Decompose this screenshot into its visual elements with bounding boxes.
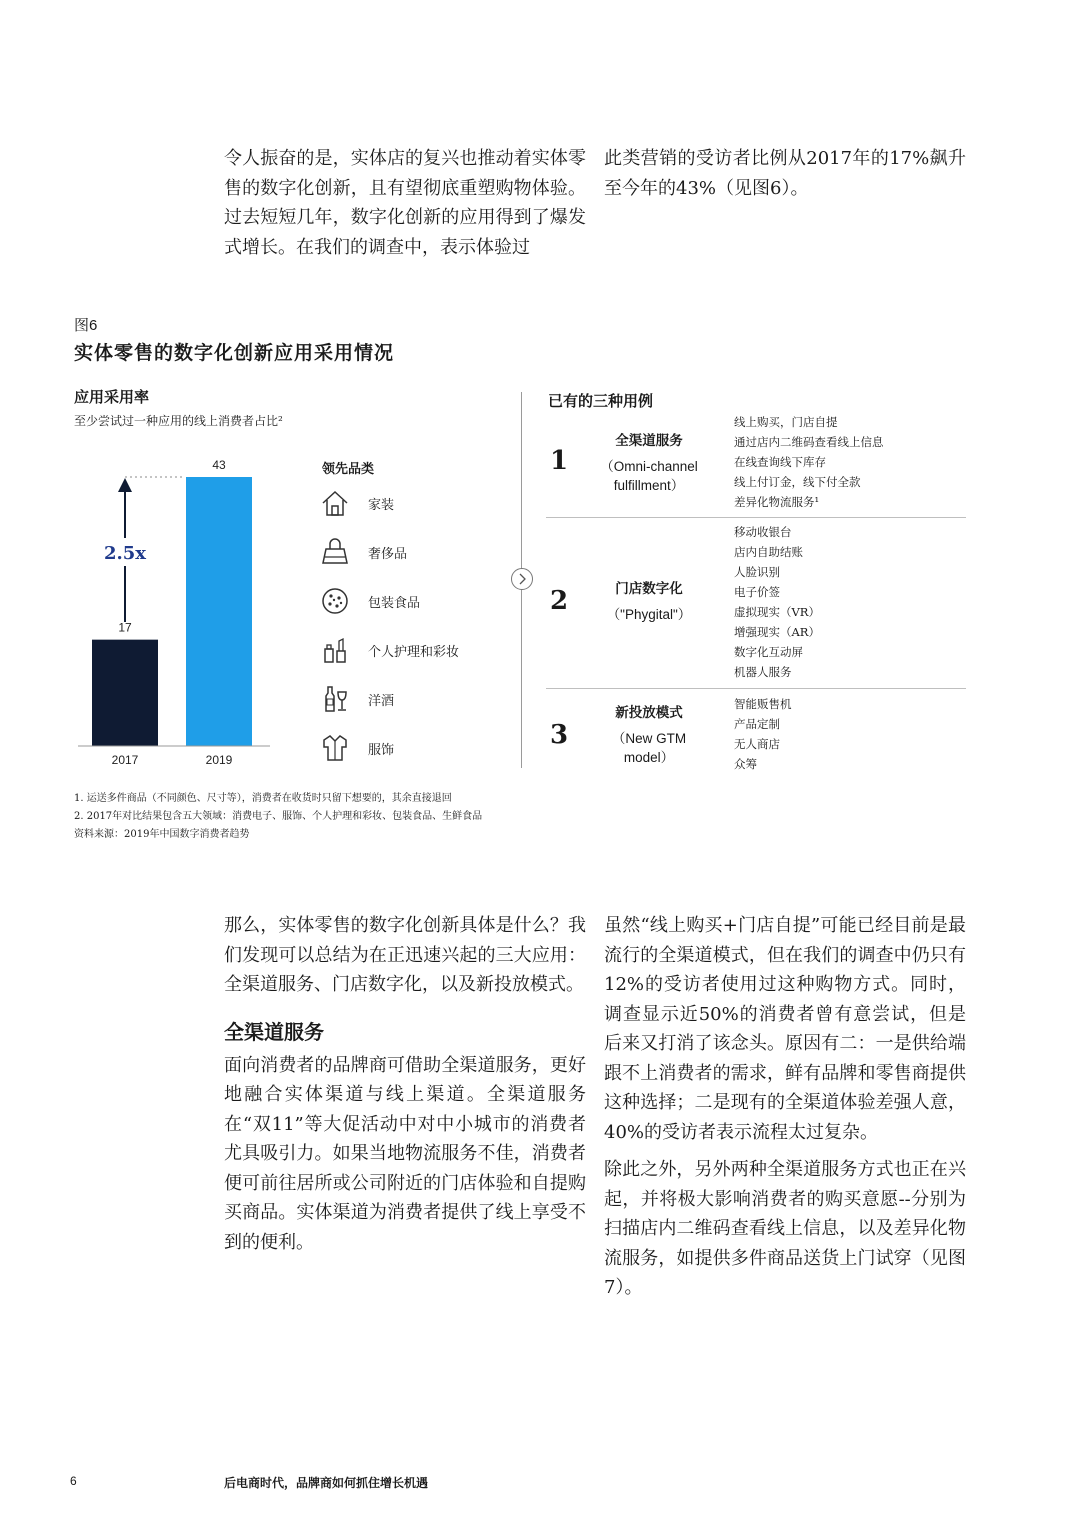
figure-title: 实体零售的数字化创新应用采用情况 [74, 342, 395, 364]
use-case-item: 无人商店 [734, 737, 780, 751]
use-case-name [594, 432, 704, 495]
use-case-item: 通过店内二维码查看线上信息 [734, 435, 884, 449]
body-right-column [604, 911, 966, 1303]
use-case-number: 2 [550, 586, 569, 616]
use-case-2 [546, 518, 966, 688]
category-label: 服饰 [368, 742, 395, 758]
use-case-name-en: （"Phygital"） [606, 607, 692, 622]
use-case-name [594, 704, 704, 767]
section-heading: 全渠道服务 [224, 1019, 324, 1044]
use-case-name-cn: 新投放模式 [615, 705, 683, 721]
divider-chevron-circle [511, 568, 533, 590]
use-case-item: 线上付订金，线下付全款 [734, 475, 861, 489]
wine-bottle-icon [320, 684, 350, 714]
handbag-icon [320, 537, 350, 567]
x-tick-label: 2019 [205, 753, 233, 767]
body-paragraph: 除此之外，另外两种全渠道服务方式也正在兴起，并将极大影响消费者的购买意愿--分别为扫描店内二维码查看线上信息，以及差异化物流服务，如提供多件商品送货上门试穿（见图7）。 [604, 1159, 966, 1298]
use-case-number: 3 [550, 720, 569, 750]
footer-title: 后电商时代，品牌商如何抓住增长机遇 [224, 1476, 429, 1490]
body-paragraph: 那么，实体零售的数字化创新具体是什么？我们发现可以总结为在正迅速兴起的三大应用：全渠道服务、门店数字化，以及新投放模式。 [224, 915, 586, 995]
body-left-column [224, 911, 586, 1257]
use-cases-heading: 已有的三种用例 [548, 392, 654, 410]
source-note: 资料来源：2019年中国数字消费者趋势 [74, 829, 250, 840]
category-row [320, 583, 420, 619]
use-case-name-en: （Omni-channel [600, 459, 698, 474]
x-tick-label: 2017 [111, 753, 139, 767]
use-case-name-en: model） [623, 750, 675, 765]
use-case-item: 差异化物流服务¹ [734, 495, 820, 509]
use-case-item: 智能贩售机 [734, 697, 792, 711]
use-case-number: 1 [550, 446, 569, 476]
adoption-heading: 应用采用率 [74, 388, 150, 406]
adoption-bar-chart [74, 440, 274, 780]
footnote: 1. 运送多件商品（不同颜色、尺寸等），消费者在收货时只留下想要的，其余直接退回 [74, 793, 452, 804]
adoption-subheading: 至少尝试过一种应用的线上消费者占比² [74, 414, 283, 428]
use-case-item: 增强现实（AR） [734, 625, 820, 639]
use-case-item: 产品定制 [734, 717, 780, 731]
use-case-item: 在线查询线下库存 [734, 455, 826, 469]
cookie-icon [320, 586, 350, 616]
use-case-item: 人脸识别 [734, 565, 780, 579]
category-label: 个人护理和彩妆 [368, 644, 460, 660]
cosmetics-icon [320, 635, 350, 665]
use-case-item: 店内自助结账 [734, 545, 803, 559]
use-case-name-cn: 门店数字化 [615, 581, 683, 597]
intro-left-paragraph: 令人振奋的是，实体店的复兴也推动着实体零售的数字化创新，且有望彻底重塑购物体验。过去短短几年，数字化创新的应用得到了爆发式增长。在我们的调查中，表示体验过 [224, 148, 586, 258]
category-label: 洋酒 [368, 693, 395, 709]
house-icon [320, 488, 350, 518]
intro-right-paragraph: 此类营销的受访者比例从2017年的17%飙升至今年的43%（见图6）。 [604, 148, 966, 199]
use-case-item: 移动收银台 [734, 525, 792, 539]
use-case-items [734, 412, 884, 512]
use-case-name-en: （New GTM [611, 731, 687, 746]
body-paragraph: 面向消费者的品牌商可借助全渠道服务，更好地融合实体渠道与线上渠道。全渠道服务在“双11”等大促活动中对中小城市的消费者尤具吸引力。如果当地物流服务不佳，消费者便可前往居所或公司附近的门店体验和自提购买商品。实体渠道为消费者提供了线上享受不到的便利。 [224, 1054, 586, 1253]
figure-label: 图6 [74, 317, 98, 334]
use-case-1 [546, 408, 966, 518]
category-label: 包装食品 [368, 595, 421, 611]
use-case-item: 机器人服务 [734, 665, 792, 679]
bar-2019 [186, 477, 252, 746]
body-paragraph: 虽然“线上购买+门店自提”可能已经目前是最流行的全渠道模式，但在我们的调查中仍只有12%的受访者使用过这种购物方式。同时，调查显示近50%的消费者曾有意尝试，但是后来又打消了该念头。原因有二：一是供给端跟不上消费者的需求，鲜有品牌和零售商提供这种选择；二是现有的全渠道体验差强人意，40%的受访者表示流程太过复杂。 [604, 915, 966, 1143]
category-row [320, 485, 394, 521]
bar-value-label: 17 [118, 620, 132, 635]
use-case-items [734, 694, 792, 774]
use-case-item: 线上购买，门店自提 [734, 415, 838, 429]
use-case-3 [546, 690, 966, 780]
use-case-separator [546, 688, 966, 689]
growth-multiplier: 2.5x [103, 543, 147, 564]
category-label: 奢侈品 [368, 546, 408, 562]
figure-footnotes [74, 790, 482, 844]
page-number: 6 [70, 1474, 77, 1488]
use-case-item: 众筹 [734, 757, 757, 771]
use-case-item: 数字化互动屏 [734, 645, 803, 659]
use-case-name-cn: 全渠道服务 [615, 433, 683, 449]
use-case-name-en: fulfillment） [613, 478, 685, 493]
chevron-right-icon [512, 569, 532, 589]
category-row [320, 534, 407, 570]
category-row [320, 632, 459, 668]
use-case-items [734, 522, 820, 682]
category-row [320, 681, 394, 717]
bar-value-label: 43 [212, 458, 226, 472]
shirt-icon [320, 733, 350, 763]
category-label: 家装 [368, 497, 395, 513]
bar-2017 [92, 640, 158, 746]
footnote: 2. 2017年对比结果包含五大领域：消费电子、服饰、个人护理和彩妆、包装食品、生鲜食品 [74, 811, 483, 822]
growth-arrow-head [118, 478, 132, 492]
use-case-item: 虚拟现实（VR） [734, 605, 820, 619]
category-row [320, 730, 394, 766]
categories-heading: 领先品类 [322, 462, 375, 477]
use-case-item: 电子价签 [734, 585, 780, 599]
use-case-name [594, 580, 704, 624]
